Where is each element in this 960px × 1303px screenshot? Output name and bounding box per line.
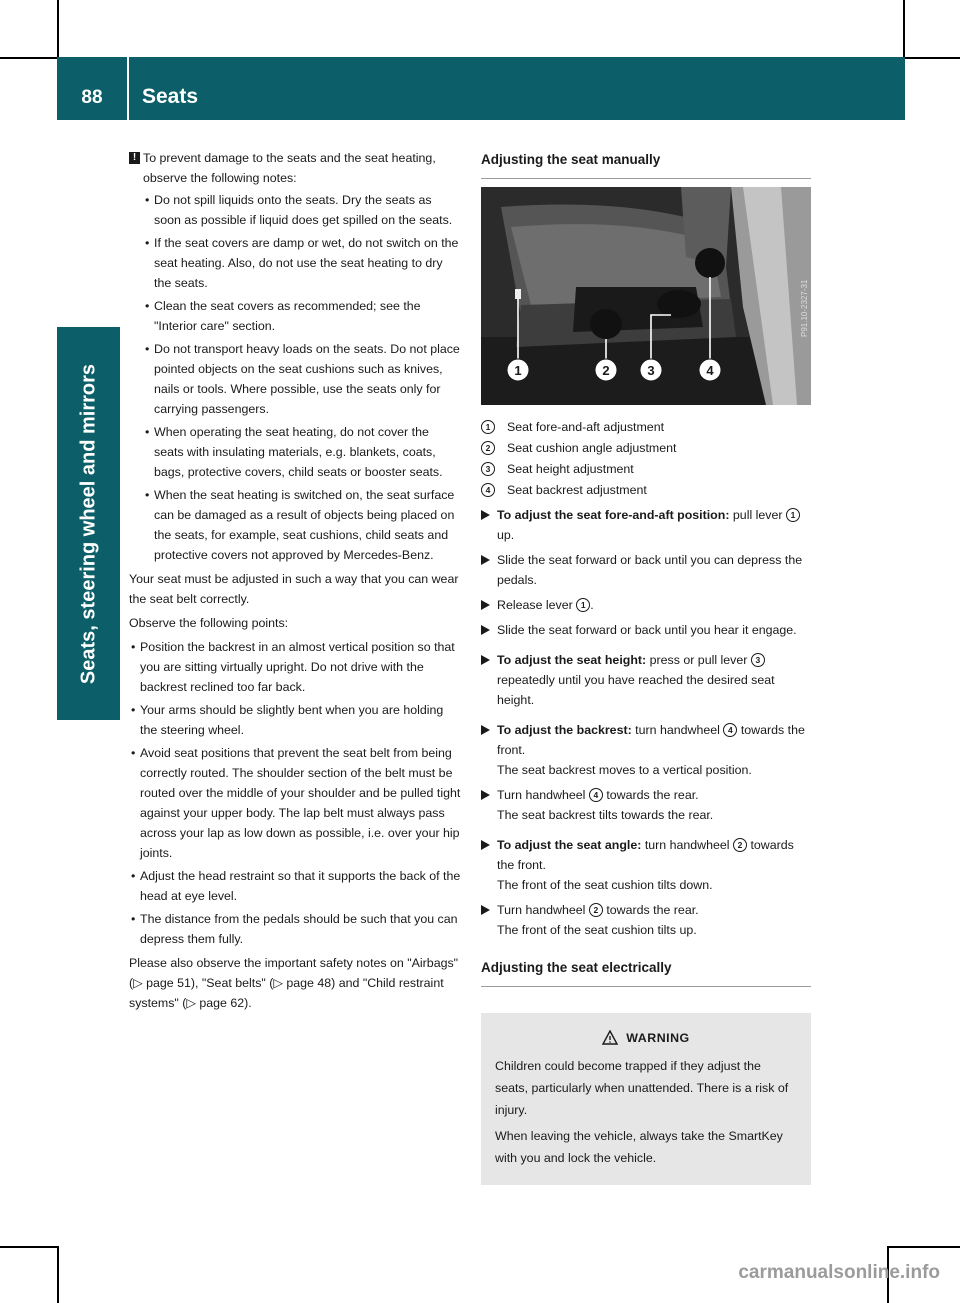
list-item: • If the seat covers are damp or wet, do not switch on the seat heating. Also, do not use the seat heating to dry the seats.	[143, 233, 461, 293]
instruction-step: Slide the seat forward or back until you hear it engage.	[481, 620, 811, 640]
heading-electric-adjustment: Adjusting the seat electrically	[481, 960, 672, 975]
callout-number: 4	[481, 483, 495, 497]
safety-references: Please also observe the important safety notes on "Airbags" (▷ page 51), "Seat belts" (▷ page 48) and "Child restraint systems" (▷ page 62).	[129, 956, 459, 1010]
step-arrow-icon	[481, 555, 490, 565]
heading-rule	[481, 178, 811, 179]
right-column	[481, 148, 811, 1185]
step-result: The seat backrest moves to a vertical position.	[497, 763, 752, 777]
crop-mark	[57, 0, 59, 57]
warning-title: WARNING	[626, 1031, 690, 1045]
watermark: carmanualsonline.info	[738, 1262, 940, 1283]
list-item: • Your arms should be slightly bent when you are holding the steering wheel.	[129, 700, 461, 740]
callout-number: 2	[733, 838, 747, 852]
list-item: • Do not spill liquids onto the seats. Dry the seats as soon as possible if liquid does get spilled on the seats.	[143, 190, 461, 230]
callout-number: 3	[751, 653, 765, 667]
callout-marker-1	[515, 289, 521, 299]
step-result: The front of the seat cushion tilts down.	[497, 878, 713, 892]
callout-label: 4	[706, 363, 714, 378]
instruction-step: To adjust the backrest: turn handwheel 4 towards the front. The seat backrest moves to a vertical position.	[481, 720, 811, 780]
crop-mark	[903, 0, 905, 57]
legend-item: 3 Seat height adjustment	[481, 459, 811, 479]
damage-note	[129, 148, 461, 188]
callout-number: 2	[481, 441, 495, 455]
legend-item: 2 Seat cushion angle adjustment	[481, 438, 811, 458]
list-item: • Position the backrest in an almost vertical position so that you are sitting virtually upright. Do not drive with the backrest reclined too far back.	[129, 637, 461, 697]
callout-number: 1	[576, 598, 590, 612]
header-divider	[127, 57, 129, 120]
warning-header	[495, 1027, 797, 1049]
photo-code: P91.10-2327-31	[800, 279, 809, 337]
step-arrow-icon	[481, 600, 490, 610]
callout-number: 2	[589, 903, 603, 917]
instruction-step: To adjust the seat angle: turn handwheel 2 towards the front. The front of the seat cushion tilts down.	[481, 835, 811, 895]
callout-number: 4	[589, 788, 603, 802]
step-arrow-icon	[481, 725, 490, 735]
step-arrow-icon	[481, 625, 490, 635]
chapter-tab	[57, 327, 120, 720]
note-bullet-list	[143, 190, 461, 565]
legend-item: 4 Seat backrest adjustment	[481, 480, 811, 500]
list-item: • Do not transport heavy loads on the seats. Do not place pointed objects on the seat cushions such as knives, nails or tools. Where possible, use the seats only for carrying passengers.	[143, 339, 461, 419]
callout-marker-4	[695, 248, 725, 278]
note-intro: To prevent damage to the seats and the seat heating, observe the following notes:	[143, 151, 436, 185]
list-item: • When operating the seat heating, do not cover the seats with insulating materials, e.g. blankets, coats, bags, protective covers, child seats or booster seats.	[143, 422, 461, 482]
step-arrow-icon	[481, 840, 490, 850]
list-item: • The distance from the pedals should be such that you can depress them fully.	[129, 909, 461, 949]
callout-number: 4	[723, 723, 737, 737]
section-title: Seats	[142, 85, 199, 108]
seat-photo	[481, 187, 811, 405]
warning-text: When leaving the vehicle, always take the SmartKey with you and lock the vehicle.	[495, 1129, 783, 1165]
step-result: The front of the seat cushion tilts up.	[497, 923, 697, 937]
step-arrow-icon	[481, 905, 490, 915]
callout-number: 1	[481, 420, 495, 434]
body-paragraph: Your seat must be adjusted in such a way that you can wear the seat belt correctly.	[129, 572, 459, 606]
instruction-step: Release lever 1 .	[481, 595, 811, 615]
instruction-step: To adjust the seat fore-and-aft position: pull lever 1 up.	[481, 505, 811, 545]
warning-box	[481, 1013, 811, 1185]
list-item: • Adjust the head restraint so that it supports the back of the head at eye level.	[129, 866, 461, 906]
step-arrow-icon	[481, 510, 490, 520]
step-result: The seat backrest tilts towards the rear.	[497, 808, 714, 822]
step-arrow-icon	[481, 655, 490, 665]
body-paragraph: Observe the following points:	[129, 616, 289, 630]
callout-number: 3	[481, 462, 495, 476]
exclamation-icon: !	[129, 152, 140, 164]
callout-label: 1	[514, 363, 522, 378]
heading-rule	[481, 986, 811, 987]
callout-marker-3	[657, 290, 701, 318]
legend-item: 1 Seat fore-and-aft adjustment	[481, 417, 811, 437]
points-list	[129, 637, 461, 949]
left-column	[129, 148, 461, 1017]
instruction-step: Slide the seat forward or back until you can depress the pedals.	[481, 550, 811, 590]
warning-triangle-icon	[602, 1030, 618, 1045]
crop-mark	[57, 1246, 59, 1303]
warning-text: Children could become trapped if they adjust the seats, particularly when unattended. There is a risk of injury.	[495, 1059, 789, 1117]
instruction-step: Turn handwheel 4 towards the rear. The seat backrest tilts towards the rear.	[481, 785, 811, 825]
page-header	[57, 57, 905, 120]
chapter-tab-label: Seats, steering wheel and mirrors	[77, 363, 99, 684]
list-item: • Clean the seat covers as recommended; see the "Interior care" section.	[143, 296, 461, 336]
callout-marker-2	[590, 309, 622, 339]
crop-mark	[905, 57, 960, 59]
instruction-step: Turn handwheel 2 towards the rear. The front of the seat cushion tilts up.	[481, 900, 811, 940]
crop-mark	[0, 1246, 57, 1248]
crop-mark	[889, 1246, 960, 1248]
callout-number: 1	[786, 508, 800, 522]
instruction-step: To adjust the seat height: press or pull lever 3 repeatedly until you have reached the desired seat height.	[481, 650, 811, 710]
callout-label: 3	[647, 363, 655, 378]
list-item: • When the seat heating is switched on, the seat surface can be damaged as a result of objects being placed on the seats, for example, seat cushions, child seats and protective covers not approved by Mercedes-Benz.	[143, 485, 461, 565]
heading-manual-adjustment: Adjusting the seat manually	[481, 152, 661, 167]
crop-mark	[0, 57, 57, 59]
list-item: • Avoid seat positions that prevent the seat belt from being correctly routed. The shoulder section of the belt must be routed over the middle of your shoulder and be pulled tight against your upper body. The lap belt must always pass across your lap as low down as possible, i.e. over your hip joints.	[129, 743, 461, 863]
callout-label: 2	[602, 363, 610, 378]
step-arrow-icon	[481, 790, 490, 800]
page-number: 88	[81, 87, 103, 108]
